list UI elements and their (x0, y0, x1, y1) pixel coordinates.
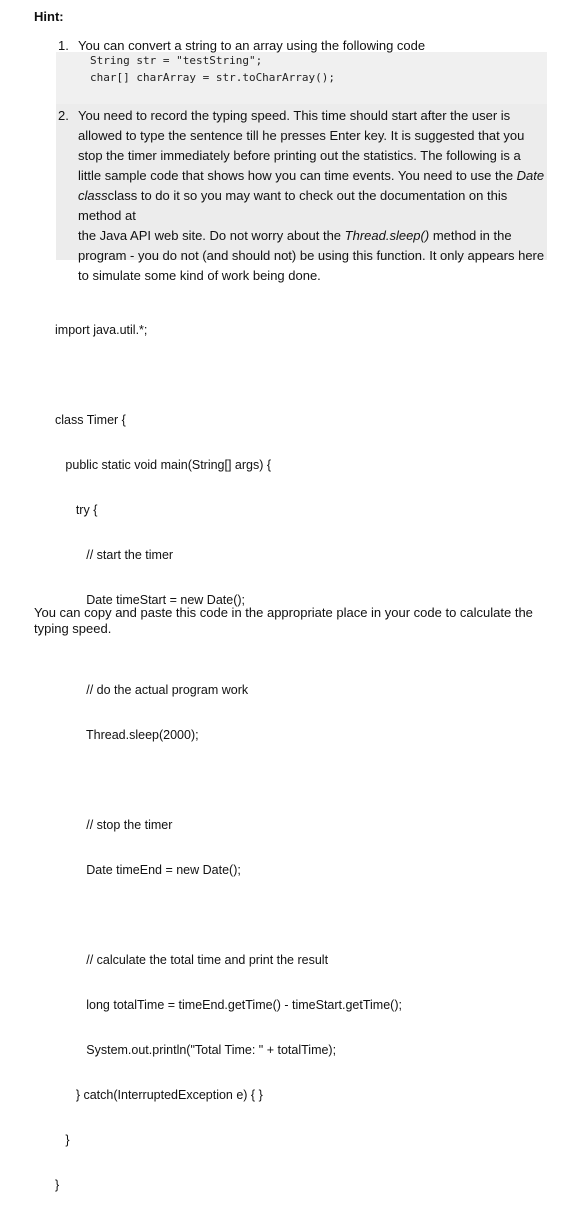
date-italic: Date (516, 168, 545, 183)
item1-number: 1. (58, 38, 69, 53)
item1-code-line-1: String str = "testString"; (90, 54, 263, 67)
item2-line: allowed to type the sentence till he presses Enter key. It is suggested that you (78, 128, 525, 143)
item2-line: You need to record the typing speed. This time should start after the user is (78, 108, 511, 123)
code-line (55, 368, 402, 383)
item1-code-line-2: char[] charArray = str.toCharArray(); (90, 71, 336, 84)
item2-line-text: method in the (429, 228, 512, 243)
code-line: import java.util.*; (55, 323, 148, 337)
item2-line (78, 166, 548, 186)
code-line: Thread.sleep(2000); (55, 728, 199, 742)
item2-line-text: class to do it so you may want to check out the documentation on this method at (78, 188, 508, 223)
code-line: public static void main(String[] args) { (55, 458, 272, 472)
item1-text: You can convert a string to an array using the following code (78, 38, 426, 53)
footer-note: You can copy and paste this code in the appropriate place in your code to calculate the typing speed. (34, 605, 533, 636)
java-code-block (55, 293, 402, 1208)
item2-line (78, 226, 548, 246)
item2-line-text: little sample code that shows how you can time events. You need to use the (78, 168, 517, 183)
item2-paragraph (78, 106, 548, 286)
code-line: try { (55, 503, 98, 517)
code-line (55, 638, 402, 653)
code-line: Date timeEnd = new Date(); (55, 863, 241, 877)
code-line: // start the timer (55, 548, 174, 562)
hint-heading: Hint: (34, 9, 64, 24)
date-class-italic: class (78, 188, 108, 203)
code-line (55, 773, 402, 788)
code-line: Date timeStart = new Date(); (55, 593, 245, 607)
item2-number: 2. (58, 108, 69, 123)
item2-line: program - you do not (and should not) be using this function. It only appears here (78, 248, 545, 263)
code-line: long totalTime = timeEnd.getTime() - timeStart.getTime(); (55, 998, 402, 1012)
item2-line (78, 186, 548, 226)
item2-line: stop the timer immediately before printing out the statistics. The following is a (78, 148, 521, 163)
code-line: // do the actual program work (55, 683, 249, 697)
code-line: } (55, 1133, 70, 1147)
code-line: class Timer { (55, 413, 126, 427)
code-line: System.out.println("Total Time: " + totalTime); (55, 1043, 337, 1057)
code-line: } catch(InterruptedException e) { } (55, 1088, 263, 1102)
item2-line-text: the Java API web site. Do not worry about the (78, 228, 345, 243)
code-line: // stop the timer (55, 818, 173, 832)
code-line: } (55, 1178, 60, 1192)
item2-line: to simulate some kind of work being done. (78, 268, 321, 283)
thread-sleep-italic: Thread.sleep() (344, 228, 430, 243)
code-line: // calculate the total time and print the result (55, 953, 329, 967)
code-line (55, 908, 402, 923)
